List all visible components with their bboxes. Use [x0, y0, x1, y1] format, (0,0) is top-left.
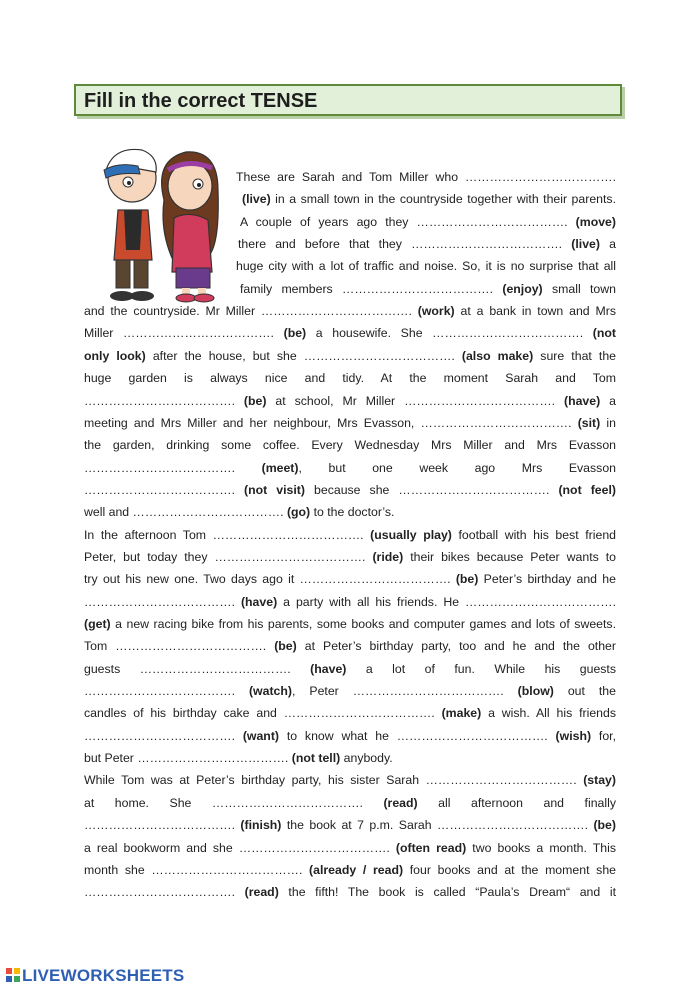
exercise-line: try out his new one. Two days ago it ………………………………. (be) Peter’s birthday and he: [84, 572, 616, 587]
exercise-line: month she ………………………………. (already / read) four books and at the moment she: [84, 862, 616, 877]
exercise-line: candles of his birthday cake and ………………………………. (make) a wish. All his friends: [84, 706, 616, 721]
exercise-line: ………………………………. (read) the fifth! The book is called “Paula’s Dream“ and it: [84, 885, 616, 900]
exercise-line: ………………………………. (meet), but one week ago Mrs Evasson: [84, 460, 616, 475]
exercise-line: ………………………………. (watch), Peter ………………………………. (blow) out the: [84, 684, 616, 699]
exercise-line: guests ………………………………. (have) a lot of fun. While his guests: [84, 661, 616, 676]
boy-figure: [104, 149, 156, 301]
exercise-line: While Tom was at Peter’s birthday party, his sister Sarah ………………………………. (stay): [84, 773, 616, 788]
exercise-line: ………………………………. (not visit) because she ………………………………. (not feel): [84, 482, 616, 497]
children-illustration: [94, 140, 234, 305]
page-title: Fill in the correct TENSE: [84, 90, 318, 112]
exercise-line: and the countryside. Mr Miller ………………………………. (work) at a bank in town and Mrs: [84, 304, 616, 319]
exercise-line: (get) a new racing bike from his parents, some books and computer games and lots of sweets.: [84, 617, 616, 631]
exercise-line: ………………………………. (have) a party with all his friends. He ……………………………….: [84, 594, 616, 609]
exercise-line: (live) in a small town in the countryside together with their parents.: [242, 192, 616, 207]
exercise-line: but Peter ………………………………. (not tell) anybody.: [84, 751, 393, 766]
liveworksheets-logo-icon: [6, 968, 20, 982]
exercise-line: there and before that they ………………………………. (live) a: [238, 237, 616, 252]
exercise-line: huge city with a lot of traffic and noise. So, it is no surprise that all: [236, 259, 616, 274]
exercise-line: huge garden is always nice and tidy. At the moment Sarah and Tom: [84, 371, 616, 386]
girl-figure: [162, 152, 219, 302]
exercise-line: ………………………………. (want) to know what he ………………………………. (wish) for,: [84, 728, 616, 743]
liveworksheets-brand: LIVEWORKSHEETS: [22, 966, 185, 985]
exercise-line: These are Sarah and Tom Miller who ……………………………….: [236, 170, 616, 184]
exercise-line: a real bookworm and she ………………………………. (often read) two books a month. This: [84, 840, 617, 855]
exercise-line: family members ………………………………. (enjoy) small town: [240, 281, 616, 296]
exercise-line: at home. She ………………………………. (read) all afternoon and finally: [84, 795, 616, 810]
exercise-line: Miller ………………………………. (be) a housewife. She ………………………………. (not: [84, 326, 616, 341]
title-box: [74, 84, 622, 116]
exercise-line: well and ………………………………. (go) to the doctor’s.: [84, 505, 395, 520]
exercise-line: meeting and Mrs Miller and her neighbour, Mrs Evasson, ………………………………. (sit) in: [84, 415, 617, 430]
exercise-line: A couple of years ago they ………………………………. (move): [240, 214, 616, 229]
exercise-line: ………………………………. (be) at school, Mr Miller ………………………………. (have) a: [84, 393, 616, 408]
exercise-line: Tom ………………………………. (be) at Peter’s birthday party, too and he and the other: [84, 639, 616, 654]
exercise-line: ………………………………. (finish) the book at 7 p.m. Sarah ………………………………. (be): [84, 818, 616, 833]
exercise-line: only look) after the house, but she ………………………………. (also make) sure that the: [84, 348, 617, 363]
exercise-line: the garden, drinking some coffee. Every Wednesday Mrs Miller and Mrs Evasson: [84, 438, 616, 453]
exercise-line: In the afternoon Tom ………………………………. (usually play) football with his best friend: [84, 527, 616, 542]
exercise-line: Peter, but today they ………………………………. (ride) their bikes because Peter wants to: [84, 549, 617, 564]
